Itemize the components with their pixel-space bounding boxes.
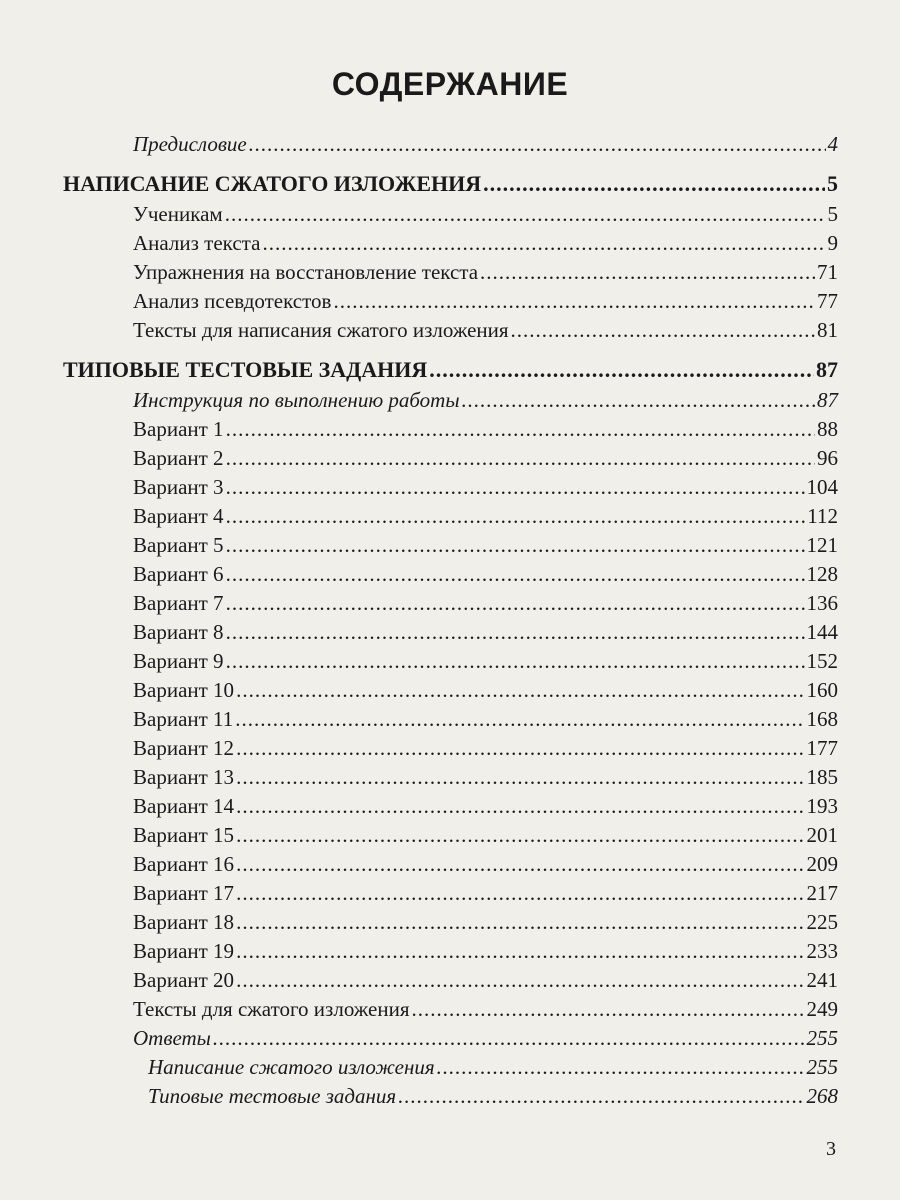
toc-entry-page: 152 [806,649,838,673]
dot-leader [236,850,804,878]
toc-entry-variant[interactable] [133,821,838,849]
toc-entry-variant[interactable] [133,763,838,791]
toc-entry[interactable] [133,995,838,1023]
toc-entry-variant[interactable] [133,966,838,994]
toc-entry-answers[interactable] [133,1024,838,1052]
toc-entry-variant[interactable] [133,531,838,559]
toc-entry-page: 209 [806,852,838,876]
toc-entry-label: Вариант 13 [133,765,235,789]
toc-entry-page: 168 [806,707,838,731]
dot-leader [236,821,804,849]
toc-section-typical-tests[interactable] [63,356,838,384]
toc-entry-answers-sub[interactable] [148,1053,838,1081]
dot-leader [235,705,804,733]
dot-leader [226,589,805,617]
toc-entry-page: 233 [806,939,838,963]
toc-entry-label: Вариант 17 [133,881,235,905]
dot-leader [226,531,805,559]
toc-entry-answers-sub[interactable] [148,1082,838,1110]
dot-leader [236,676,804,704]
toc-entry-label: НАПИСАНИЕ СЖАТОГО ИЗЛОЖЕНИЯ [63,171,482,196]
toc-entry-label: Вариант 7 [133,591,224,615]
toc-entry-page: 104 [806,475,838,499]
toc-entry-page: 88 [817,417,838,441]
toc-entry-variant[interactable] [133,937,838,965]
toc-entry-label: Вариант 14 [133,794,235,818]
toc-entry-page: 255 [806,1055,838,1079]
toc-entry-variant[interactable] [133,850,838,878]
toc-entry-variant[interactable] [133,560,838,588]
dot-leader [226,618,805,646]
dot-leader [333,287,815,315]
dot-leader [226,444,815,472]
dot-leader [429,356,814,384]
toc-entry-page: 87 [817,388,838,412]
toc-entry-variant[interactable] [133,618,838,646]
toc-entry-page: 144 [806,620,838,644]
toc-entry-variant[interactable] [133,415,838,443]
toc-entry-page: 96 [817,446,838,470]
toc-entry-page: 217 [806,881,838,905]
dot-leader [398,1082,804,1110]
toc-entry-label: Вариант 15 [133,823,235,847]
dot-leader [226,502,806,530]
toc-entry-label: Вариант 6 [133,562,224,586]
toc-entry-label: Ответы [133,1026,211,1050]
toc-entry-page: 225 [806,910,838,934]
toc-entry-label: Вариант 1 [133,417,224,441]
dot-leader [437,1053,805,1081]
toc-entry-page: 160 [806,678,838,702]
toc-entry-label: Вариант 19 [133,939,235,963]
toc-entry-variant[interactable] [133,676,838,704]
toc-entry-label: Написание сжатого изложения [148,1055,435,1079]
dot-leader [236,937,804,965]
toc-entry-label: Вариант 10 [133,678,235,702]
dot-leader [249,130,826,158]
toc-entry-page: 185 [806,765,838,789]
toc-entry-variant[interactable] [133,879,838,907]
toc-entry-label: Предисловие [133,132,247,156]
page-number: 3 [826,1138,836,1160]
dot-leader [236,763,804,791]
dot-leader [226,473,805,501]
toc-entry-page: 268 [806,1084,838,1108]
dot-leader [412,995,805,1023]
toc-entry-page: 121 [806,533,838,557]
toc-entry-label: Типовые тестовые задания [148,1084,397,1108]
toc-entry-variant[interactable] [133,473,838,501]
toc-entry-label: Вариант 12 [133,736,235,760]
toc-entry-page: 255 [806,1026,838,1050]
dot-leader [462,386,815,414]
toc-entry-label: Тексты для сжатого изложения [133,997,410,1021]
toc-entry-label: Ученикам [133,202,223,226]
toc-entry-page: 4 [827,132,838,156]
toc-section-summary-writing[interactable] [63,170,838,198]
toc-entry-variant[interactable] [133,908,838,936]
toc-entry-variant[interactable] [133,444,838,472]
dot-leader [226,560,805,588]
dot-leader [262,229,825,257]
dot-leader [480,258,815,286]
toc-entry-label: Анализ текста [133,231,261,255]
toc-entry-variant[interactable] [133,792,838,820]
toc-entry-label: Вариант 16 [133,852,235,876]
toc-entry-page: 136 [806,591,838,615]
dot-leader [213,1024,805,1052]
dot-leader [236,734,804,762]
toc-entry-label: Анализ псевдотекстов [133,289,332,313]
toc-entry[interactable] [133,258,838,286]
toc-entry-variant[interactable] [133,734,838,762]
toc-entry-page: 128 [806,562,838,586]
toc-entry-variant[interactable] [133,647,838,675]
toc-entry-label: Тексты для написания сжатого изложения [133,318,509,342]
toc-entry-page: 71 [817,260,838,284]
toc-entry-label: Вариант 11 [133,707,234,731]
dot-leader [236,908,804,936]
toc-entry-label: Вариант 8 [133,620,224,644]
toc-entry-label: ТИПОВЫЕ ТЕСТОВЫЕ ЗАДАНИЯ [63,357,428,382]
toc-entry-label: Упражнения на восстановление текста [133,260,479,284]
toc-entry-label: Вариант 3 [133,475,224,499]
dot-leader [236,879,804,907]
toc-entry-label: Вариант 4 [133,504,224,528]
toc-entry-page: 81 [817,318,838,342]
toc-entry[interactable] [133,200,838,228]
toc-entry-variant[interactable] [133,589,838,617]
dot-leader [511,316,815,344]
dot-leader [225,200,826,228]
toc-entry-page: 87 [816,357,838,382]
dot-leader [226,647,805,675]
dot-leader [483,170,825,198]
toc-entry-page: 177 [806,736,838,760]
toc-entry-variant[interactable] [133,502,838,530]
page-title: СОДЕРЖАНИЕ [331,66,569,102]
toc-entry-label: Вариант 18 [133,910,235,934]
toc-entry-label: Вариант 5 [133,533,224,557]
dot-leader [226,415,815,443]
toc-entry-page: 77 [817,289,838,313]
toc-entry[interactable] [133,229,838,257]
toc-entry-page: 9 [827,231,838,255]
toc-entry-page: 201 [806,823,838,847]
toc-entry-preface[interactable] [133,130,838,158]
toc-entry[interactable] [133,316,838,344]
toc-entry-label: Инструкция по выполнению работы [133,388,460,412]
toc-entry-label: Вариант 20 [133,968,235,992]
dot-leader [236,966,804,994]
toc-entry-instructions[interactable] [133,386,838,414]
toc-entry-page: 249 [806,997,838,1021]
toc-entry-page: 193 [806,794,838,818]
toc-entry-label: Вариант 2 [133,446,224,470]
toc-entry-variant[interactable] [133,705,838,733]
toc-entry[interactable] [133,287,838,315]
toc-entry-page: 112 [807,504,838,528]
toc-entry-page: 5 [827,171,838,196]
dot-leader [236,792,804,820]
toc-entry-page: 241 [806,968,838,992]
toc-entry-page: 5 [827,202,838,226]
toc-entry-label: Вариант 9 [133,649,224,673]
